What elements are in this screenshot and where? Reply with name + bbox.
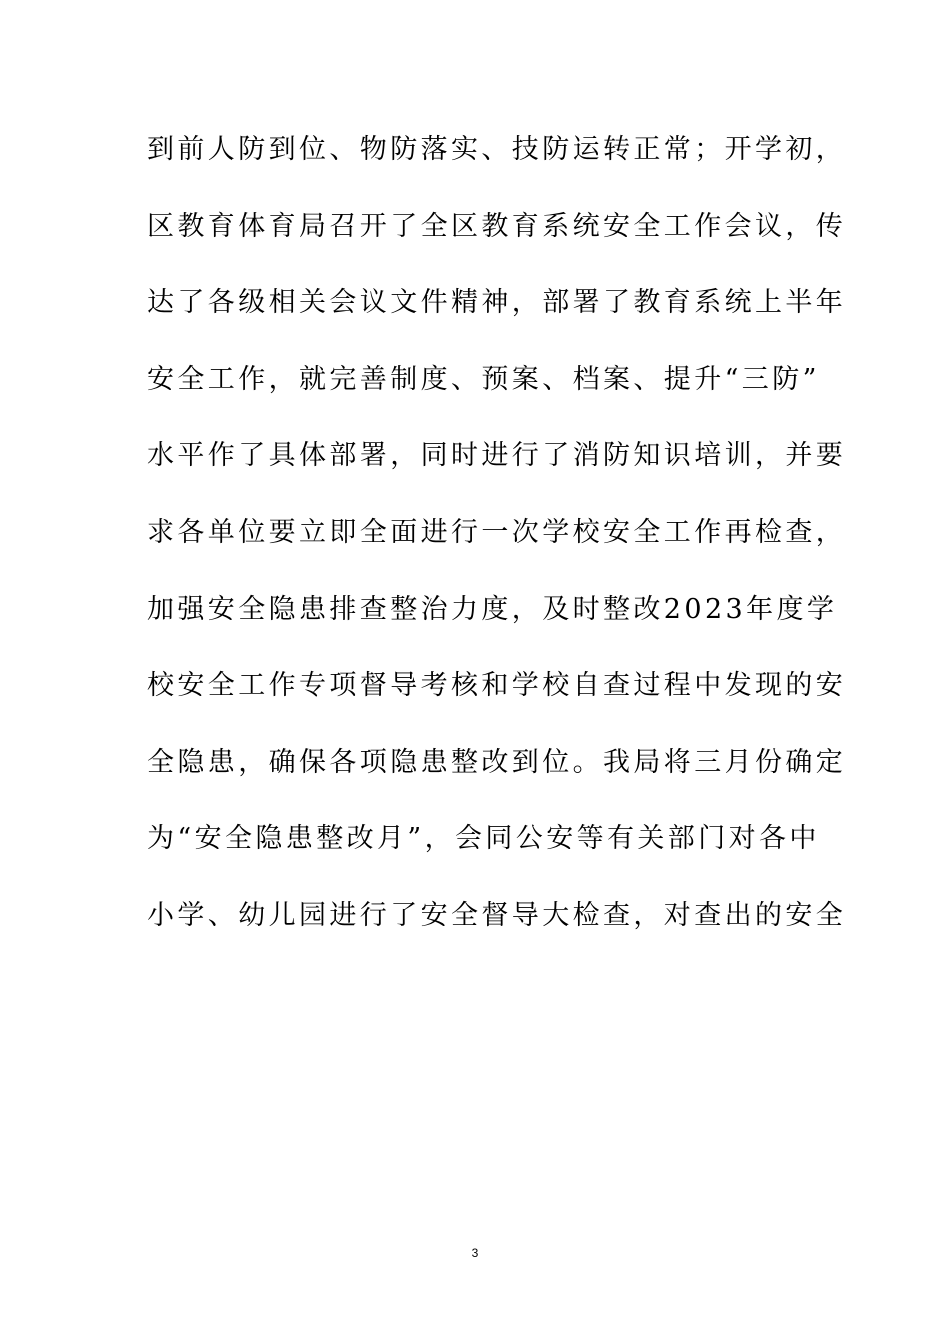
page-number: 3 (471, 1246, 479, 1260)
text-line-10: 为“安全隐患整改月”，会同公安等有关部门对各中 (147, 823, 820, 855)
text-line-11: 小学、幼儿园进行了安全督导大检查，对查出的安全 (147, 899, 847, 931)
text-line-1: 到前人防到位、物防落实、技防运转正常；开学初， (147, 134, 847, 165)
body-text (147, 122, 847, 965)
text-line-2: 区教育体育局召开了全区教育系统安全工作会议，传 (147, 210, 847, 242)
text-line-9: 全隐患，确保各项隐患整改到位。我局将三月份确定 (147, 746, 847, 778)
text-line-6: 求各单位要立即全面进行一次学校安全工作再检查， (147, 516, 847, 548)
text-line-4: 安全工作，就完善制度、预案、档案、提升“三防” (147, 363, 820, 395)
text-line-8: 校安全工作专项督导考核和学校自查过程中发现的安 (147, 670, 847, 702)
text-line-7: 加强安全隐患排查整治力度，及时整改2023年度学 (147, 593, 838, 625)
text-line-5: 水平作了具体部署，同时进行了消防知识培训，并要 (147, 440, 847, 472)
text-line-3: 达了各级相关会议文件精神，部署了教育系统上半年 (147, 287, 847, 319)
